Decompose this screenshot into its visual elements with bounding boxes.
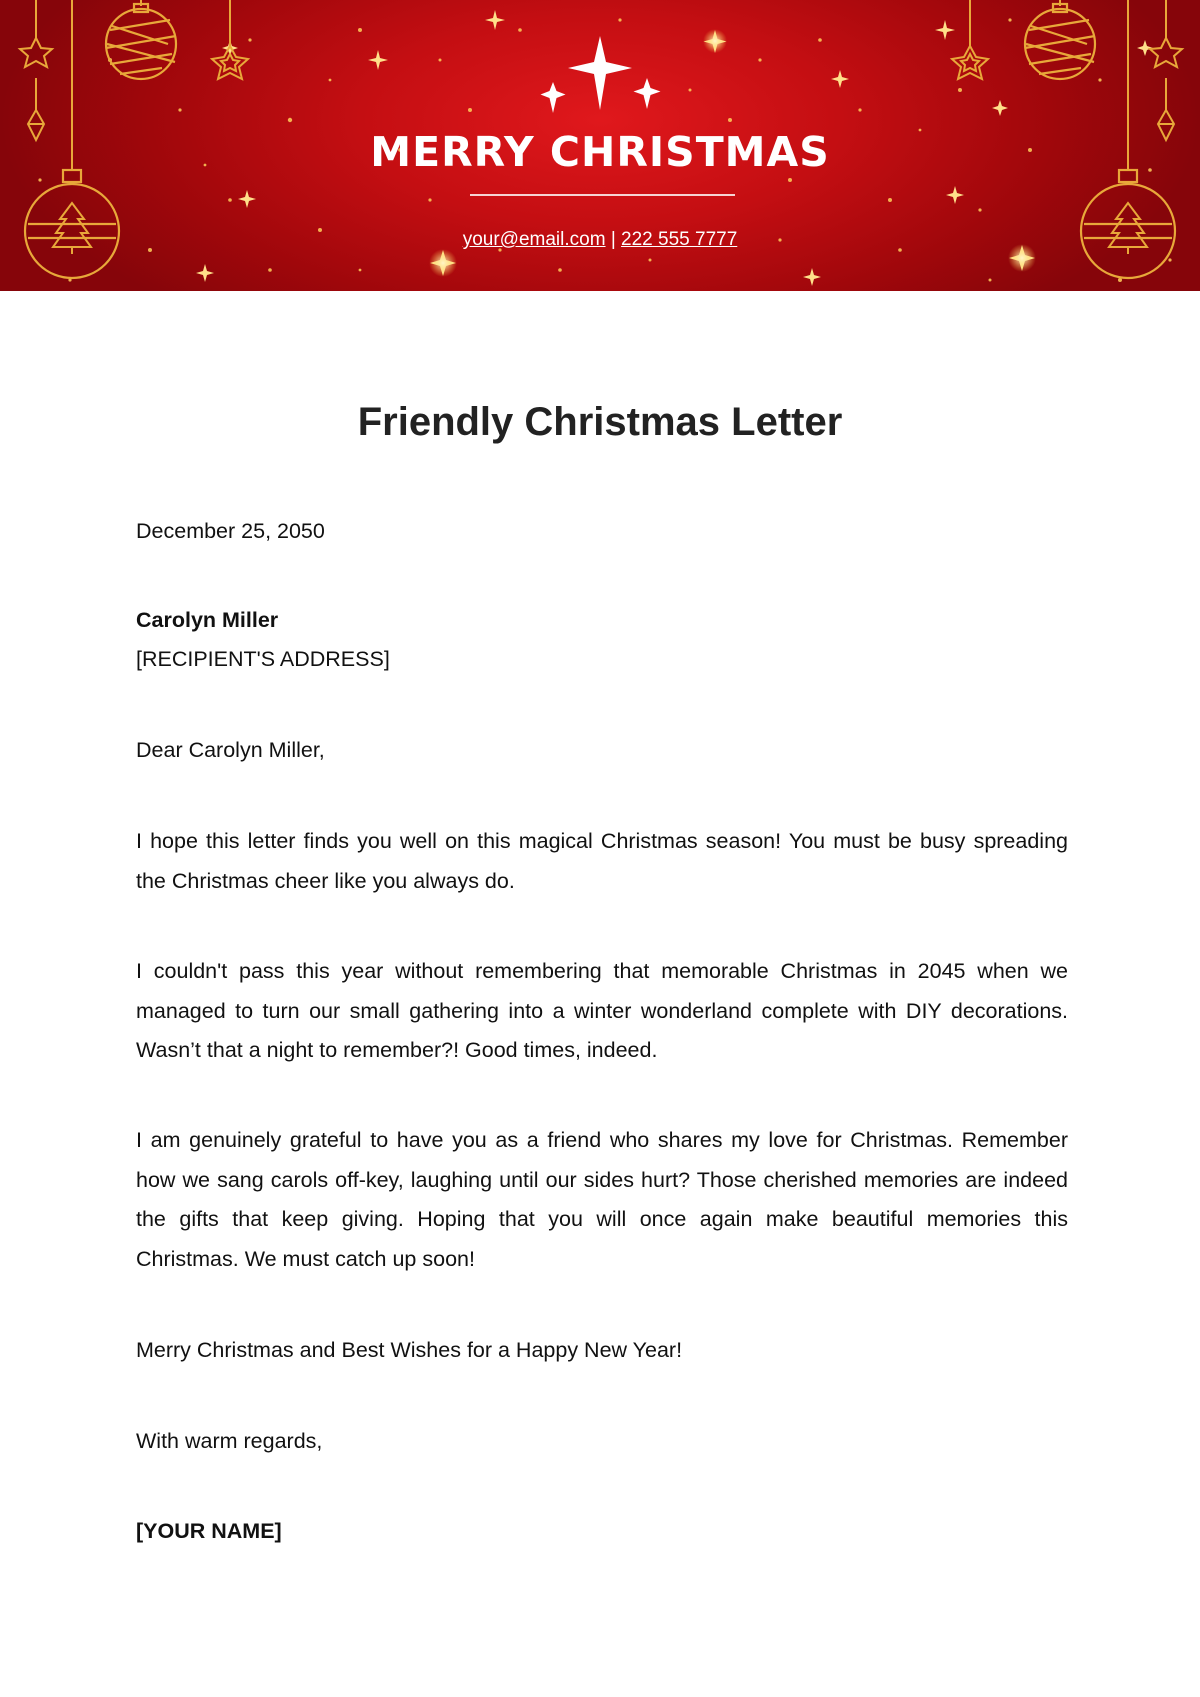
ornament-ball-icon <box>106 4 176 79</box>
sparkle-star-icon <box>541 36 661 113</box>
banner-title: MERRY CHRISTMAS <box>370 128 830 176</box>
banner-divider <box>470 194 735 196</box>
salutation: Dear Carolyn Miller, <box>136 738 325 762</box>
paragraph-2: I couldn't pass this year without remembering that memorable Christmas in 2045 when we managed to turn our small gathering into a winter wonderland complete with DIY decorations. Wasn’t that a night to remember?! Good times, indeed. <box>136 959 1068 1062</box>
recipient-name: Carolyn Miller <box>136 608 279 632</box>
ornament-ball-icon <box>25 170 119 278</box>
recipient-address: [RECIPIENT'S ADDRESS] <box>136 647 390 671</box>
wishes-line: Merry Christmas and Best Wishes for a Happy New Year! <box>136 1338 683 1362</box>
closing-line: With warm regards, <box>136 1429 323 1453</box>
ornament-ball-icon <box>1081 170 1175 278</box>
signature: [YOUR NAME] <box>136 1519 282 1543</box>
header-banner <box>0 0 1200 291</box>
email-link[interactable]: your@email.com <box>462 229 606 250</box>
banner-contact <box>0 229 1200 251</box>
paragraph-3: I am genuinely grateful to have you as a friend who shares my love for Christmas. Remember how we sang carols off-key, laughing until our sides hurt? Those cherished memories are indeed the gifts that keep giving. Hoping that you will once again make beautiful memories this Christmas. We must catch up soon! <box>136 1128 1068 1271</box>
contact-separator: | <box>605 229 622 250</box>
phone-link[interactable]: 222 555 7777 <box>621 229 738 250</box>
letter-date: December 25, 2050 <box>136 519 325 543</box>
paragraph-1: I hope this letter finds you well on this magical Christmas season! You must be busy spreading the Christmas cheer like you always do. <box>136 829 1068 893</box>
ornament-ball-icon <box>1025 4 1095 79</box>
page-title: Friendly Christmas Letter <box>357 400 843 444</box>
